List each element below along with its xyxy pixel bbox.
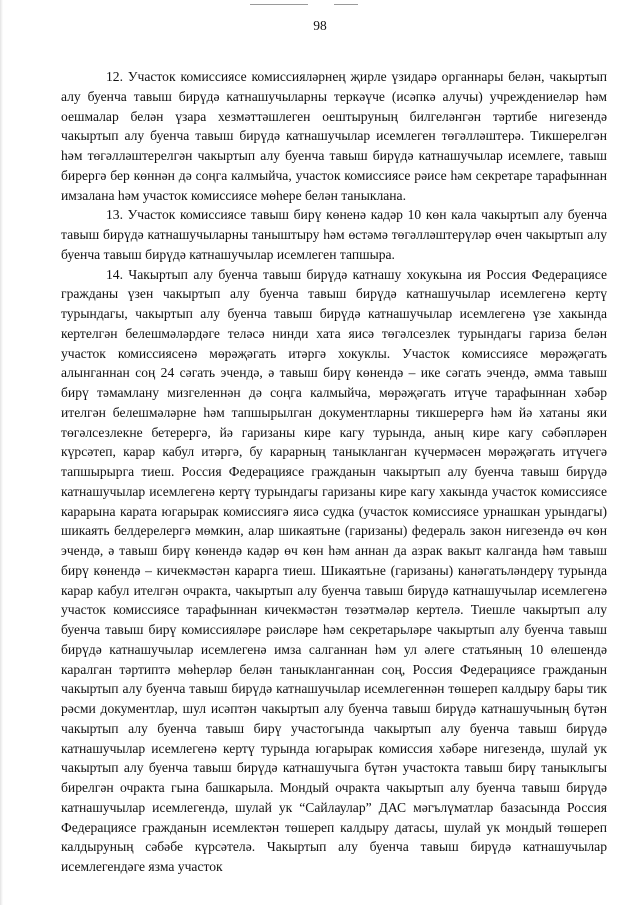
paragraph-14: 14. Чакыртып алу буенча тавыш бирүдә катнашу хокукына ия Россия Федерациясе гражданы үзен чакыртып алу буенча тавыш бирүдә катнашучылар исемлегенә кертү турындагы, чакыртып алу буенча тавыш бирүдә катнашучылар исемлегенә үзе хакында кертелгән белешмәләрдәге теләсә нинди хата яисә төгәлсезлек турындагы гариза белән участок комиссиясенә мөрәҗәгать итәргә хокуклы. Участок комиссиясе мөрәҗәгать алынганнан соң 24 сәгать эчендә, ә тавыш бирү көнендә – ике сәгать эчендә, әмма тавыш бирү тәмамлану мизгеленнән дә соңга калмыйча, мөрәҗәгать итүче тарафыннан хәбәр ителгән белешмәләрне һәм тапшырылган документларны тикшерергә һәм йә хатаны яки төгәлсезлекне бетерергә, йә гаризаны кире кагу турында, аның кире кагу сәбәпләрен күрсәтеп, карар кабул итәргә, бу карарның таныкланган күчермәсен мөрәҗәгать итүчегә тапшырырга тиеш. Россия Федерациясе гражданын чакыртып алу буенча тавыш бирүдә катнашучылар исемлегенә кертү турындагы гаризаны кире кагу хакында участок комиссиясе карарына карата югарырак комиссиягә яисә судка (участок комиссиясе урнашкан урындагы) шикаять белдерелергә мөмкин, алар шикаятьне (гаризаны) федераль закон нигезендә өч көн эчендә, ә тавыш бирү көнендә кадәр өч көн һәм аннан да азрак вакыт калганда һәм тавыш бирү көнендә – кичекмәстән карарга тиеш. Шикаятьне (гаризаны) канәгатьләндерү турында карар кабул ителгән очракта, чакыртып алу буенча тавыш бирүдә катнашучылар исемлегенә участок комиссиясе тарафыннан кичекмәстән төзәтмәләр кертелә. Тиешле чакыртып алу буенча тавыш бирү комиссияләре рәисләре һәм секретарьләре чакыртып алу буенча тавыш бирүдә катнашучылар исемлегенә имза салганнан һәм ул әлеге статьяның 10 өлешендә каралган тәртиптә мөһерләр белән таныкланганнан соң, Россия Федерациясе гражданын чакыртып алу буенча тавыш бирүдә катнашучылар исемлегеннән төшереп калдыру бары тик рәсми документлар, шул исәптән чакыртып алу буенча тавыш бирүдә катнашучының бүтән чакыртып алу буенча тавыш бирү участогында чакыртып алу буенча тавыш бирүдә катнашучылар исемлегенә кертү турында югарырак комиссия хәбәре нигезендә, шулай ук чакыртып алу буенча тавыш бирүдә катнашучыга бүтән участокта тавыш бирү таныклыгы бирелгән очракта гына башкарыла. Мондый очракта чакыртып алу буенча тавыш бирүдә катнашучылар исемлегендә, шулай ук “Сайлаулар” ДАС мәгълүматлар базасында Россия Федерациясе гражданын исемлектән төшереп калдыру датасы, шулай ук мондый төшереп калдыруның сәбәбе күрсәтелә. Чакыртып алу буенча тавыш бирүдә катнашучылар исемлегендәге язма участок (61, 266, 607, 874)
scan-edge-shading (0, 0, 3, 905)
page-number: 98 (313, 18, 327, 33)
scan-artifact-line (334, 4, 358, 5)
paragraph-13: 13. Участок комиссиясе тавыш бирү көненә кадәр 10 көн кала чакыртып алу буенча тавыш бирүдә катнашучыларны таныштыру һәм өстәмә төгәлләштерүләр өчен чакыртып алу буенча тавыш бирүдә катнашучылар исемлеген тапшыра. (61, 207, 607, 262)
paragraph-12: 12. Участок комиссиясе комиссияләрнең җирле үзидарә органнары белән, чакыртып алу буенча тавыш бирүдә катнашучыларны теркәүче (исәпкә алучы) учреждениеләр һәм оешмалар белән үзара хезмәттәшлеген оештыруның билгеләнгән тәртибе нигезендә чакыртып алу буенча тавыш бирүдә катнашучылар исемлеген төгәлләштерә. Тикшерелгән һәм төгәлләштерелгән чакыртып алу буенча тавыш бирүдә катнашучылар исемлеге, тавыш бирергә бер көннән дә соңга калмыйча, участок комиссиясе рәисе һәм секретаре тарафыннан имзалана һәм участок комиссиясе мөһере белән таныклана. (61, 69, 607, 203)
document-body (61, 67, 607, 877)
scan-artifact-line (250, 4, 308, 5)
